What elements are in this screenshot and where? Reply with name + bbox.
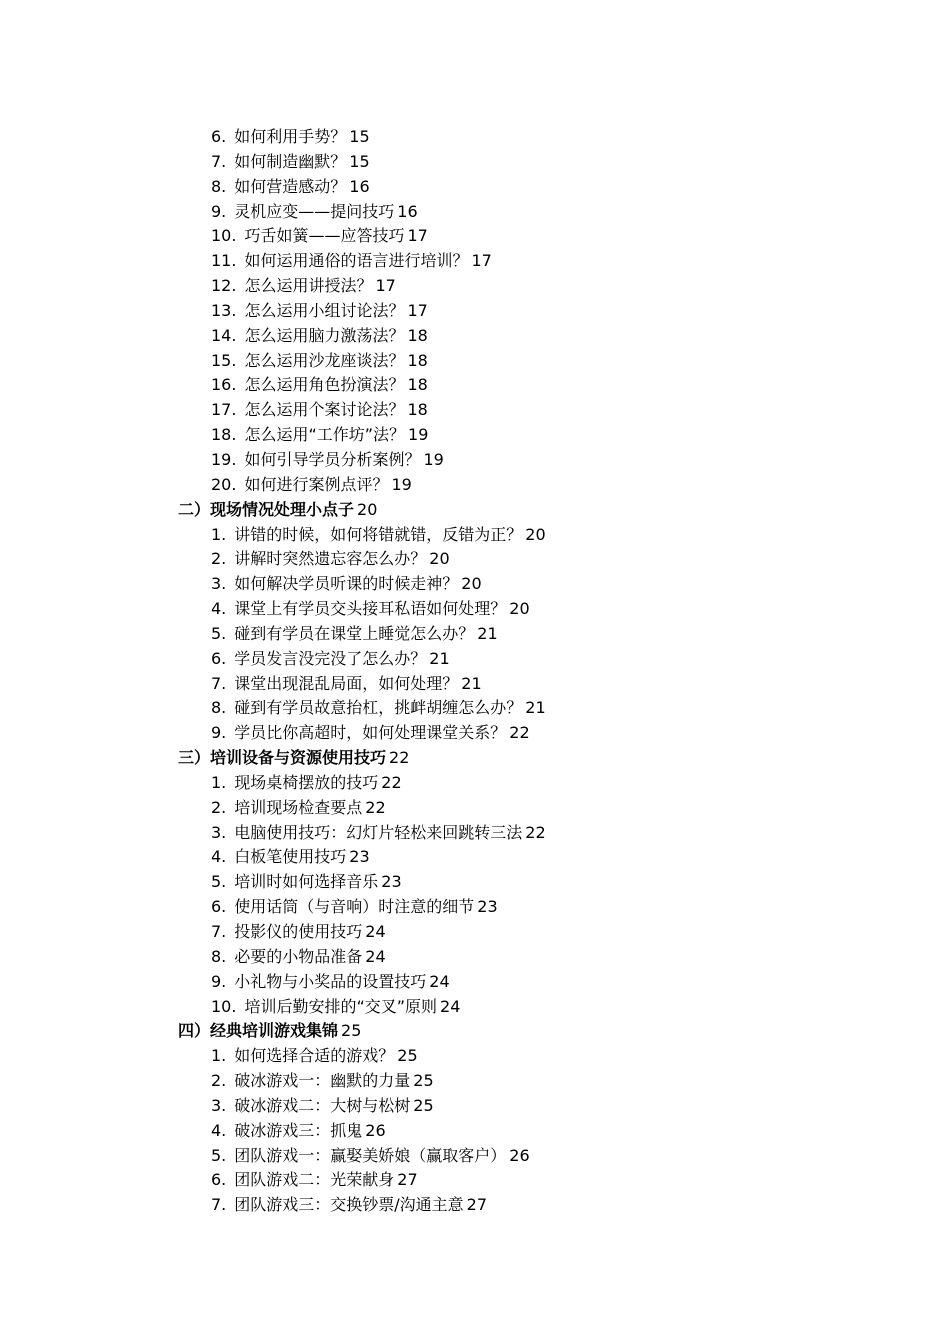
toc-entry-number: 11. <box>211 251 237 271</box>
toc-page-number: 26 <box>365 1120 386 1140</box>
toc-page-number: 20 <box>461 574 482 594</box>
toc-entry[interactable] <box>0 796 950 821</box>
toc-page-number: 22 <box>389 748 410 768</box>
toc-entry-number: 7. <box>211 151 227 171</box>
toc-entry-title: 如何制造幽默？ <box>234 151 347 171</box>
toc-entry-title: 学员比你高超时，如何处理课堂关系？ <box>234 723 507 743</box>
toc-page-number: 22 <box>365 797 386 817</box>
toc-entry-number: 4. <box>211 599 227 619</box>
toc-entry[interactable] <box>0 771 950 796</box>
toc-page-number: 25 <box>413 1095 434 1115</box>
toc-entry-title: 巧舌如簧——应答技巧 <box>244 226 405 246</box>
toc-page-number: 18 <box>407 350 428 370</box>
toc-entry-number: 6. <box>211 648 227 668</box>
toc-entry[interactable] <box>0 423 950 448</box>
toc-entry-number: 16. <box>211 375 237 395</box>
toc-entry-number: 18. <box>211 425 237 445</box>
toc-section-heading[interactable] <box>0 746 950 771</box>
toc-page-number: 27 <box>397 1170 418 1190</box>
toc-entry[interactable] <box>0 349 950 374</box>
toc-entry-number: 2. <box>211 549 227 569</box>
toc-page-number: 27 <box>466 1195 488 1215</box>
toc-page-number: 18 <box>407 400 428 420</box>
toc-entry-title: 课堂出现混乱局面，如何处理？ <box>234 673 459 693</box>
toc-page-number: 24 <box>365 922 386 941</box>
toc-entry[interactable] <box>0 200 950 225</box>
toc-entry-number: 10. <box>211 226 237 246</box>
toc-entry[interactable] <box>0 125 950 150</box>
toc-entry-number: 2. <box>211 1071 227 1091</box>
toc-entry-title: 团队游戏二：光荣献身 <box>234 1170 395 1190</box>
toc-entry[interactable] <box>0 448 950 473</box>
toc-page-number: 17 <box>471 251 492 271</box>
toc-page-number: 15 <box>349 127 370 146</box>
toc-entry-title: 团队游戏一：赢娶美娇娘（赢取客户） <box>234 1145 507 1165</box>
toc-entry-number: 8. <box>211 176 227 196</box>
toc-entry-number: 15. <box>211 350 237 370</box>
toc-entry[interactable] <box>0 1193 950 1218</box>
toc-entry[interactable] <box>0 721 950 746</box>
toc-entry-number: 19. <box>211 449 237 469</box>
toc-entry-title: 培训时如何选择音乐 <box>234 872 379 892</box>
toc-entry[interactable] <box>0 1168 950 1193</box>
toc-entry-number: 8. <box>211 698 227 718</box>
toc-entry[interactable] <box>0 224 950 249</box>
toc-entry[interactable] <box>0 870 950 895</box>
toc-entry-number: 7. <box>211 1195 227 1215</box>
toc-entry[interactable] <box>0 572 950 597</box>
toc-entry-title: 培训现场检查要点 <box>234 797 363 817</box>
toc-page-number: 21 <box>477 623 498 643</box>
toc-page-number: 18 <box>407 375 428 395</box>
toc-page-number: 23 <box>349 847 370 867</box>
toc-entry-number: 5. <box>211 623 227 643</box>
toc-entry-title: 如何引导学员分析案例？ <box>244 449 421 469</box>
toc-entry-number: 9. <box>211 201 227 221</box>
toc-entry[interactable] <box>0 324 950 349</box>
toc-entry[interactable] <box>0 597 950 622</box>
toc-section-title: 四）经典培训游戏集锦 <box>178 1021 339 1041</box>
toc-entry-number: 10. <box>211 996 237 1016</box>
toc-entry-number: 4. <box>211 847 227 867</box>
toc-page-number: 21 <box>525 698 546 718</box>
toc-entry-title: 培训后勤安排的“交叉”原则 <box>244 996 438 1016</box>
toc-entry-number: 9. <box>211 971 227 991</box>
toc-entry-title: 灵机应变——提问技巧 <box>234 201 395 221</box>
toc-entry-number: 3. <box>211 822 227 842</box>
toc-section-heading[interactable] <box>0 498 950 523</box>
toc-entry-number: 6. <box>211 127 227 146</box>
toc-page-number: 23 <box>381 872 402 892</box>
toc-entry[interactable] <box>0 696 950 721</box>
toc-page-number: 24 <box>429 971 450 991</box>
toc-entry-number: 5. <box>211 872 227 892</box>
toc-entry[interactable] <box>0 622 950 647</box>
toc-entry-title: 学员发言没完没了怎么办？ <box>234 648 427 668</box>
toc-entry-title: 怎么运用讲授法？ <box>244 276 373 296</box>
toc-entry-number: 20. <box>211 474 237 494</box>
toc-entry-title: 怎么运用个案讨论法？ <box>244 400 405 420</box>
toc-page-number: 18 <box>407 325 428 345</box>
toc-page-number: 20 <box>357 499 378 519</box>
toc-entry-title: 团队游戏三：交换钞票/沟通主意 <box>234 1195 464 1215</box>
toc-entry-number: 6. <box>211 1170 227 1190</box>
toc-entry-number: 5. <box>211 1145 227 1165</box>
toc-page-number: 25 <box>397 1046 418 1066</box>
toc-page-number: 17 <box>407 300 428 320</box>
toc-entry-title: 破冰游戏三：抓鬼 <box>234 1120 363 1140</box>
toc-entry[interactable] <box>0 373 950 398</box>
toc-entry-title: 如何利用手势？ <box>234 127 347 146</box>
toc-entry[interactable] <box>0 299 950 324</box>
toc-page-number: 24 <box>365 946 386 966</box>
toc-page-number: 16 <box>349 176 370 196</box>
toc-entry[interactable] <box>0 523 950 548</box>
toc-entry[interactable] <box>0 1044 950 1069</box>
toc-entry-title: 如何营造感动？ <box>234 176 347 196</box>
toc-page-number: 17 <box>407 226 428 246</box>
toc-entry-title: 怎么运用“工作坊”法？ <box>244 425 406 445</box>
toc-entry-number: 7. <box>211 673 227 693</box>
toc-section-title: 三）培训设备与资源使用技巧 <box>178 748 387 768</box>
toc-entry-title: 小礼物与小奖品的设置技巧 <box>234 971 427 991</box>
toc-page-number: 22 <box>381 772 402 792</box>
toc-entry-title: 破冰游戏二：大树与松树 <box>234 1095 411 1115</box>
toc-entry-number: 14. <box>211 325 237 345</box>
toc-page-number: 19 <box>423 449 444 469</box>
toc-entry-number: 6. <box>211 897 227 917</box>
toc-entry-title: 怎么运用脑力激荡法？ <box>244 325 405 345</box>
toc-entry[interactable] <box>0 274 950 299</box>
toc-page-number: 20 <box>429 549 450 569</box>
toc-entry[interactable] <box>0 945 950 970</box>
toc-entry-number: 1. <box>211 1046 227 1066</box>
toc-entry-title: 课堂上有学员交头接耳私语如何处理？ <box>234 599 507 619</box>
toc-entry[interactable] <box>0 175 950 200</box>
toc-entry-title: 如何进行案例点评？ <box>244 474 389 494</box>
toc-entry[interactable] <box>0 672 950 697</box>
toc-page-number: 17 <box>375 276 396 296</box>
toc-page-number: 26 <box>509 1145 530 1165</box>
toc-entry-title: 讲错的时候，如何将错就错，反错为正？ <box>234 524 523 544</box>
toc-page-number: 25 <box>413 1071 434 1091</box>
toc-entry[interactable] <box>0 845 950 870</box>
toc-entry-number: 17. <box>211 400 237 420</box>
toc-entry[interactable] <box>0 398 950 423</box>
toc-entry-title: 怎么运用小组讨论法？ <box>244 300 405 320</box>
toc-entry-title: 如何运用通俗的语言进行培训？ <box>244 251 469 271</box>
toc-page-number: 20 <box>509 599 530 619</box>
toc-entry-number: 3. <box>211 1095 227 1115</box>
toc-entry-title: 使用话筒（与音响）时注意的细节 <box>234 897 475 917</box>
toc-entry-number: 3. <box>211 574 227 594</box>
toc-entry-title: 怎么运用沙龙座谈法？ <box>244 350 405 370</box>
toc-entry[interactable] <box>0 920 950 945</box>
toc-entry[interactable] <box>0 995 950 1020</box>
toc-entry[interactable] <box>0 150 950 175</box>
toc-entry[interactable] <box>0 970 950 995</box>
toc-entry[interactable] <box>0 1144 950 1169</box>
toc-entry-number: 1. <box>211 524 227 544</box>
toc-section-title: 二）现场情况处理小点子 <box>178 499 355 519</box>
toc-page-number: 21 <box>429 648 450 668</box>
toc-entry[interactable] <box>0 1119 950 1144</box>
toc-entry-number: 2. <box>211 797 227 817</box>
toc-entry[interactable] <box>0 473 950 498</box>
toc-entry[interactable] <box>0 249 950 274</box>
toc-entry-title: 投影仪的使用技巧 <box>234 922 363 941</box>
toc-entry-title: 怎么运用角色扮演法？ <box>244 375 405 395</box>
toc-entry-title: 电脑使用技巧：幻灯片轻松来回跳转三法 <box>234 822 523 842</box>
toc-page-number: 19 <box>408 425 429 445</box>
toc-page-number: 24 <box>440 996 461 1016</box>
toc-entry-number: 7. <box>211 922 227 941</box>
toc-entry-title: 碰到有学员在课堂上睡觉怎么办？ <box>234 623 475 643</box>
toc-entry[interactable] <box>0 895 950 920</box>
toc-entry-title: 如何解决学员听课的时候走神？ <box>234 574 459 594</box>
toc-entry[interactable] <box>0 1069 950 1094</box>
toc-entry-title: 白板笔使用技巧 <box>234 847 347 867</box>
toc-entry-number: 13. <box>211 300 237 320</box>
toc-entry-title: 破冰游戏一：幽默的力量 <box>234 1071 411 1091</box>
toc-page-number: 23 <box>477 897 498 917</box>
toc-entry[interactable] <box>0 647 950 672</box>
toc-entry[interactable] <box>0 821 950 846</box>
toc-page-number: 25 <box>341 1021 362 1041</box>
toc-entry-number: 1. <box>211 772 227 792</box>
table-of-contents <box>0 125 950 1218</box>
toc-page-number: 22 <box>525 822 546 842</box>
toc-entry-number: 8. <box>211 946 227 966</box>
toc-entry-title: 碰到有学员故意抬杠，挑衅胡缠怎么办？ <box>234 698 523 718</box>
toc-page-number: 20 <box>525 524 546 544</box>
toc-entry-number: 12. <box>211 276 237 296</box>
toc-page-number: 22 <box>509 723 530 743</box>
toc-page-number: 19 <box>391 474 412 494</box>
toc-entry-number: 4. <box>211 1120 227 1140</box>
toc-section-heading[interactable] <box>0 1019 950 1044</box>
toc-page-number: 21 <box>461 673 482 693</box>
toc-entry[interactable] <box>0 1094 950 1119</box>
toc-entry-number: 9. <box>211 723 227 743</box>
toc-page-number: 15 <box>349 151 370 171</box>
toc-entry-title: 现场桌椅摆放的技巧 <box>234 772 379 792</box>
toc-entry[interactable] <box>0 547 950 572</box>
toc-entry-title: 讲解时突然遗忘容怎么办？ <box>234 549 427 569</box>
toc-entry-title: 如何选择合适的游戏？ <box>234 1046 395 1066</box>
toc-entry-title: 必要的小物品准备 <box>234 946 363 966</box>
toc-page-number: 16 <box>397 201 418 221</box>
